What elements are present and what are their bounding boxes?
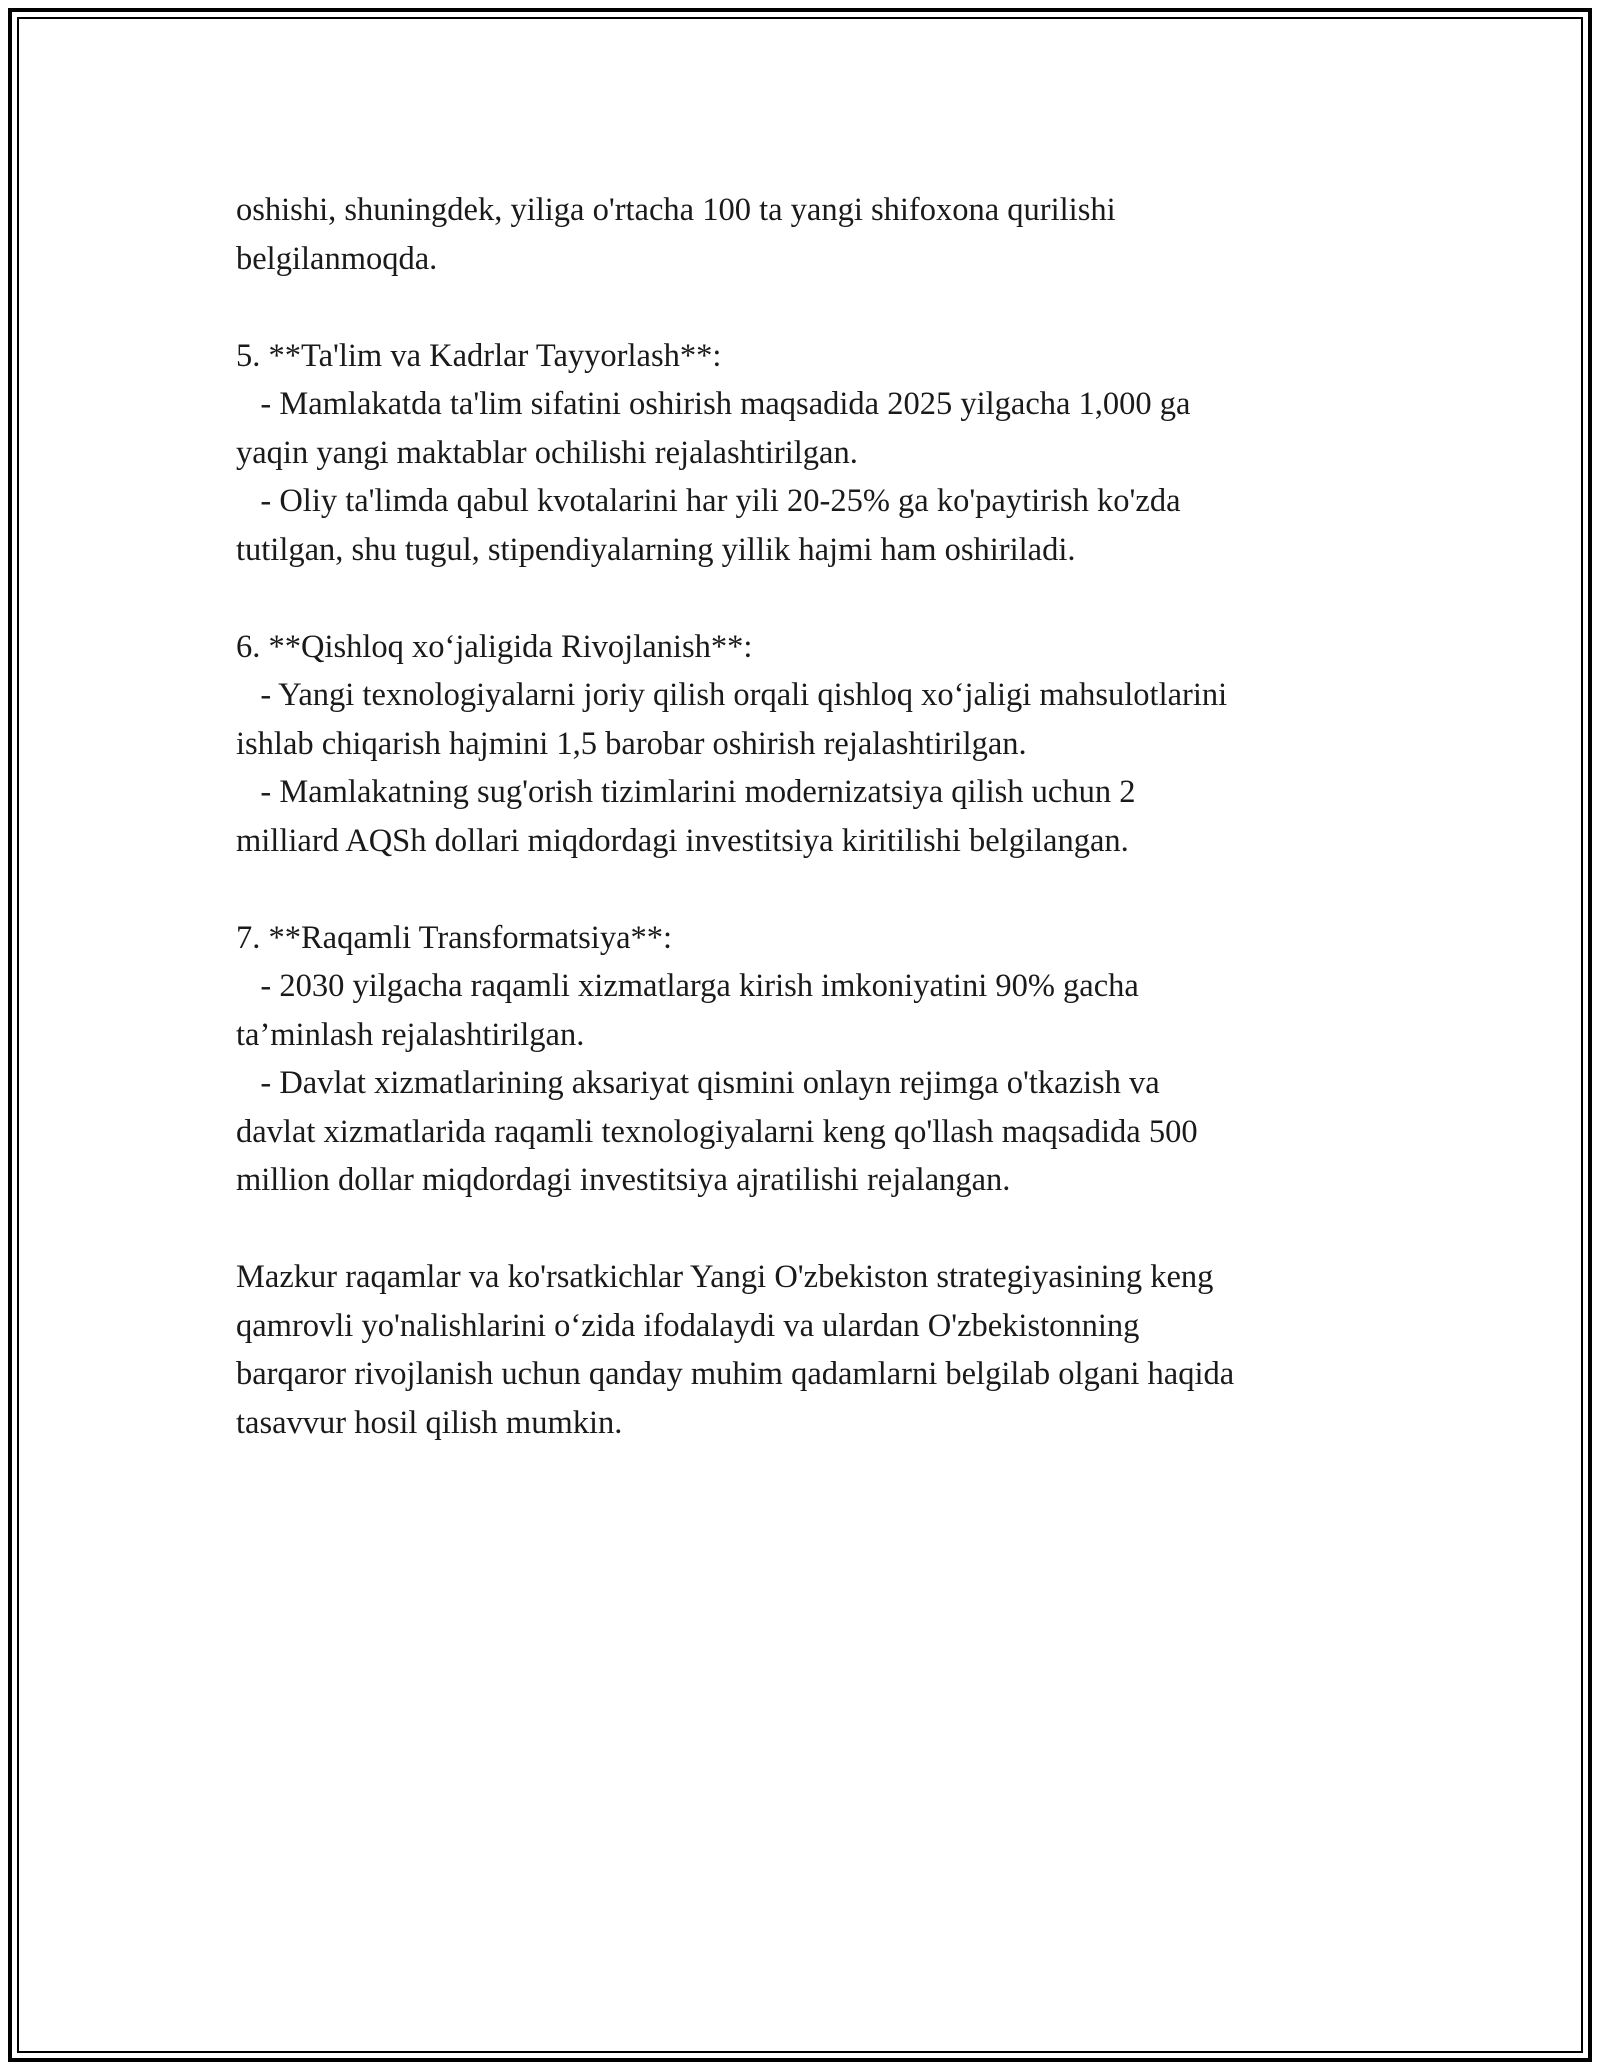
text-line: tasavvur hosil qilish mumkin.	[236, 1404, 623, 1441]
bullet-line: - Davlat xizmatlarining aksariyat qismini onlayn rejimga o'tkazish va	[236, 1065, 1160, 1101]
text-line: belgilanmoqda.	[236, 240, 438, 277]
section-heading: 5. **Ta'lim va Kadrlar Tayyorlash**:	[236, 337, 722, 374]
section-6	[236, 623, 1376, 866]
text-line: oshishi, shuningdek, yiliga o'rtacha 100 ta yangi shifoxona qurilishi	[236, 192, 1116, 228]
text-line: qamrovli yo'nalishlarini o‘zida ifodalaydi va ulardan O'zbekistonning	[236, 1307, 1140, 1344]
section-7	[236, 914, 1376, 1205]
bullet-line: milliard AQSh dollari miqdordagi investitsiya kiritilishi belgilangan.	[236, 822, 1129, 859]
paragraph-gap	[236, 865, 1376, 914]
bullet-line: - 2030 yilgacha raqamli xizmatlarga kirish imkoniyatini 90% gacha	[236, 968, 1139, 1004]
bullet-line: yaqin yangi maktablar ochilishi rejalashtirilgan.	[236, 434, 858, 471]
section-5	[236, 332, 1376, 575]
bullet-line: - Yangi texnologiyalarni joriy qilish orqali qishloq xo‘jaligi mahsulotlarini	[236, 677, 1228, 713]
intro-paragraph	[236, 186, 1376, 283]
bullet-line: davlat xizmatlarida raqamli texnologiyalarni keng qo'llash maqsadida 500	[236, 1113, 1198, 1150]
paragraph-gap	[236, 1205, 1376, 1254]
bullet-line: million dollar miqdordagi investitsiya ajratilishi rejalangan.	[236, 1162, 1011, 1198]
bullet-line: - Oliy ta'limda qabul kvotalarini har yili 20-25% ga ko'paytirish ko'zda	[236, 483, 1181, 519]
section-heading: 6. **Qishloq xo‘jaligida Rivojlanish**:	[236, 628, 753, 665]
text-line: Mazkur raqamlar va ko'rsatkichlar Yangi O'zbekiston strategiyasining keng	[236, 1259, 1214, 1295]
bullet-line: - Mamlakatda ta'lim sifatini oshirish maqsadida 2025 yilgacha 1,000 ga	[236, 386, 1191, 422]
bullet-line: - Mamlakatning sug'orish tizimlarini modernizatsiya qilish uchun 2	[236, 774, 1136, 810]
conclusion-paragraph	[236, 1253, 1376, 1447]
bullet-line: ishlab chiqarish hajmini 1,5 barobar oshirish rejalashtirilgan.	[236, 725, 1027, 762]
section-heading: 7. **Raqamli Transformatsiya**:	[236, 919, 673, 956]
document-body	[236, 186, 1376, 1447]
bullet-line: tutilgan, shu tugul, stipendiyalarning yillik hajmi ham oshiriladi.	[236, 531, 1076, 568]
bullet-line: ta’minlash rejalashtirilgan.	[236, 1016, 585, 1053]
text-line: barqaror rivojlanish uchun qanday muhim qadamlarni belgilab olgani haqida	[236, 1356, 1235, 1392]
paragraph-gap	[236, 574, 1376, 623]
paragraph-gap	[236, 283, 1376, 332]
